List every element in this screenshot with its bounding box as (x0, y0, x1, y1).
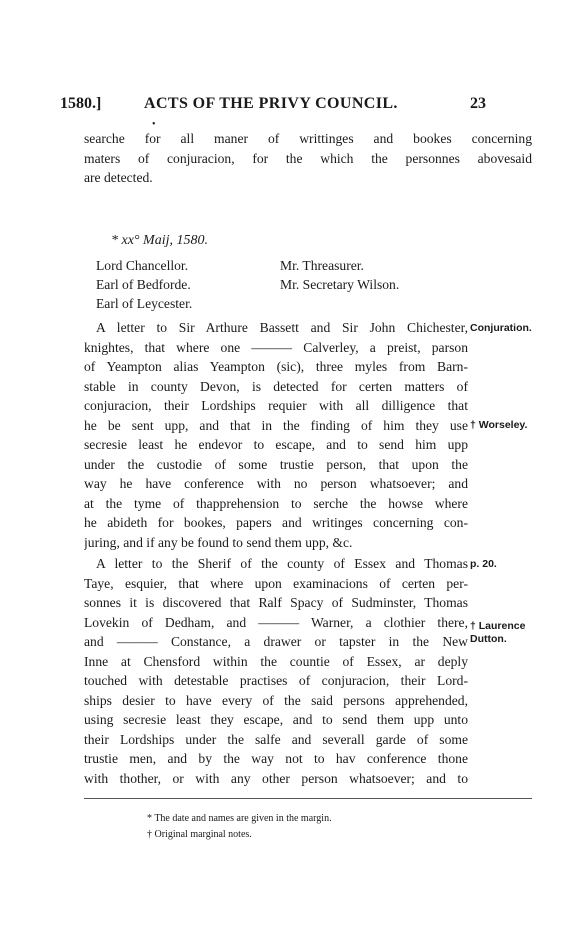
text-line: Inne at Chensford within the countie of Essex, ar deply (84, 653, 468, 669)
text-line: Taye, esquier, that where upon examinacions of certen per- (84, 575, 468, 591)
text-line: their Lordships under the salfe and severall garde of some (84, 731, 468, 747)
entry-date: * xx° Maij, 1580. (111, 233, 208, 248)
text-line: Lovekin of Dedham, and ——— Warner, a clothier there, (84, 614, 468, 630)
text-line: of Yeampton alias Yeampton (sic), three myles from Barn- (84, 359, 468, 374)
stray-dot: • (152, 119, 156, 130)
text-line: with thother, or with any other person whatsoever; and to (84, 770, 468, 786)
text-line: searche for all maner of writtinges and bookes concerning (84, 131, 532, 146)
text-line: are detected. (84, 170, 153, 185)
text-line: ships desier to have every of the said persons apprehended, (84, 692, 468, 708)
text-line: secresie least he endevor to escape, and to send him upp (84, 437, 468, 452)
attendance-right (280, 256, 399, 294)
margin-note-laurence: † Laurence (470, 620, 526, 632)
attendee: Earl of Leycester. (96, 296, 193, 311)
header-title: ACTS OF THE PRIVY COUNCIL. (144, 95, 398, 112)
text-line: maters of conjuracion, for the which the personnes abovesaid (84, 150, 532, 166)
continuation-paragraph (84, 129, 532, 188)
text-line: sonnes it is discovered that Ralf Spacy of Sudminster, Thomas (84, 595, 468, 610)
footnote-2: † Original marginal notes. (147, 829, 252, 840)
margin-note-worseley: † Worseley. (470, 419, 528, 431)
letter-paragraph-2 (84, 554, 468, 788)
text-line: juring, and if any be found to send them upp, &c. (84, 534, 353, 550)
letter-paragraph-1 (84, 318, 468, 552)
text-line: using secresie least they escape, and to send them upp unto (84, 712, 468, 727)
text-line: he abideth for bookes, papers and writinges concerning con- (84, 515, 468, 530)
footnote-1: * The date and names are given in the margin. (147, 813, 332, 824)
text-line: conjuracion, their Lordships requier with all dilligence that (84, 398, 468, 413)
text-line: A letter to the Sherif of the county of Essex and Thomas (96, 556, 468, 571)
margin-note-conjuration: Conjuration. (470, 322, 532, 334)
text-line: stable in county Devon, is detected for certen matters of (84, 378, 468, 394)
text-line: touched with detestable practises of conjuracion, their Lord- (84, 673, 468, 688)
text-line: A letter to Sir Arthure Bassett and Sir John Chichester, (96, 320, 468, 335)
header-year: 1580.] (60, 95, 102, 112)
margin-note-dutton: Dutton. (470, 633, 507, 645)
attendee: Mr. Threasurer. (280, 258, 364, 273)
attendee: Mr. Secretary Wilson. (280, 277, 400, 292)
text-line: he be sent upp, and that in the finding of him they use (84, 417, 468, 433)
text-line: at the tyme of thapprehension to serche the howse where (84, 495, 468, 511)
margin-note-page-ref: p. 20. (470, 558, 497, 570)
attendee: Earl of Bedforde. (96, 277, 191, 292)
text-line: under the custodie of some trustie person, that upon the (84, 456, 468, 472)
attendance-left (96, 256, 192, 313)
running-header (60, 95, 486, 117)
page-number: 23 (470, 95, 486, 112)
text-line: trustie men, and by the way not to hav conference thone (84, 751, 468, 766)
footnote-rule (84, 798, 532, 799)
text-line: knightes, that where one ——— Calverley, a preist, parson (84, 339, 468, 355)
text-line: way he have conference with no person whatsoever; and (84, 476, 468, 491)
attendee: Lord Chancellor. (96, 258, 189, 273)
text-line: and ——— Constance, a drawer or tapster in the New (84, 634, 468, 649)
